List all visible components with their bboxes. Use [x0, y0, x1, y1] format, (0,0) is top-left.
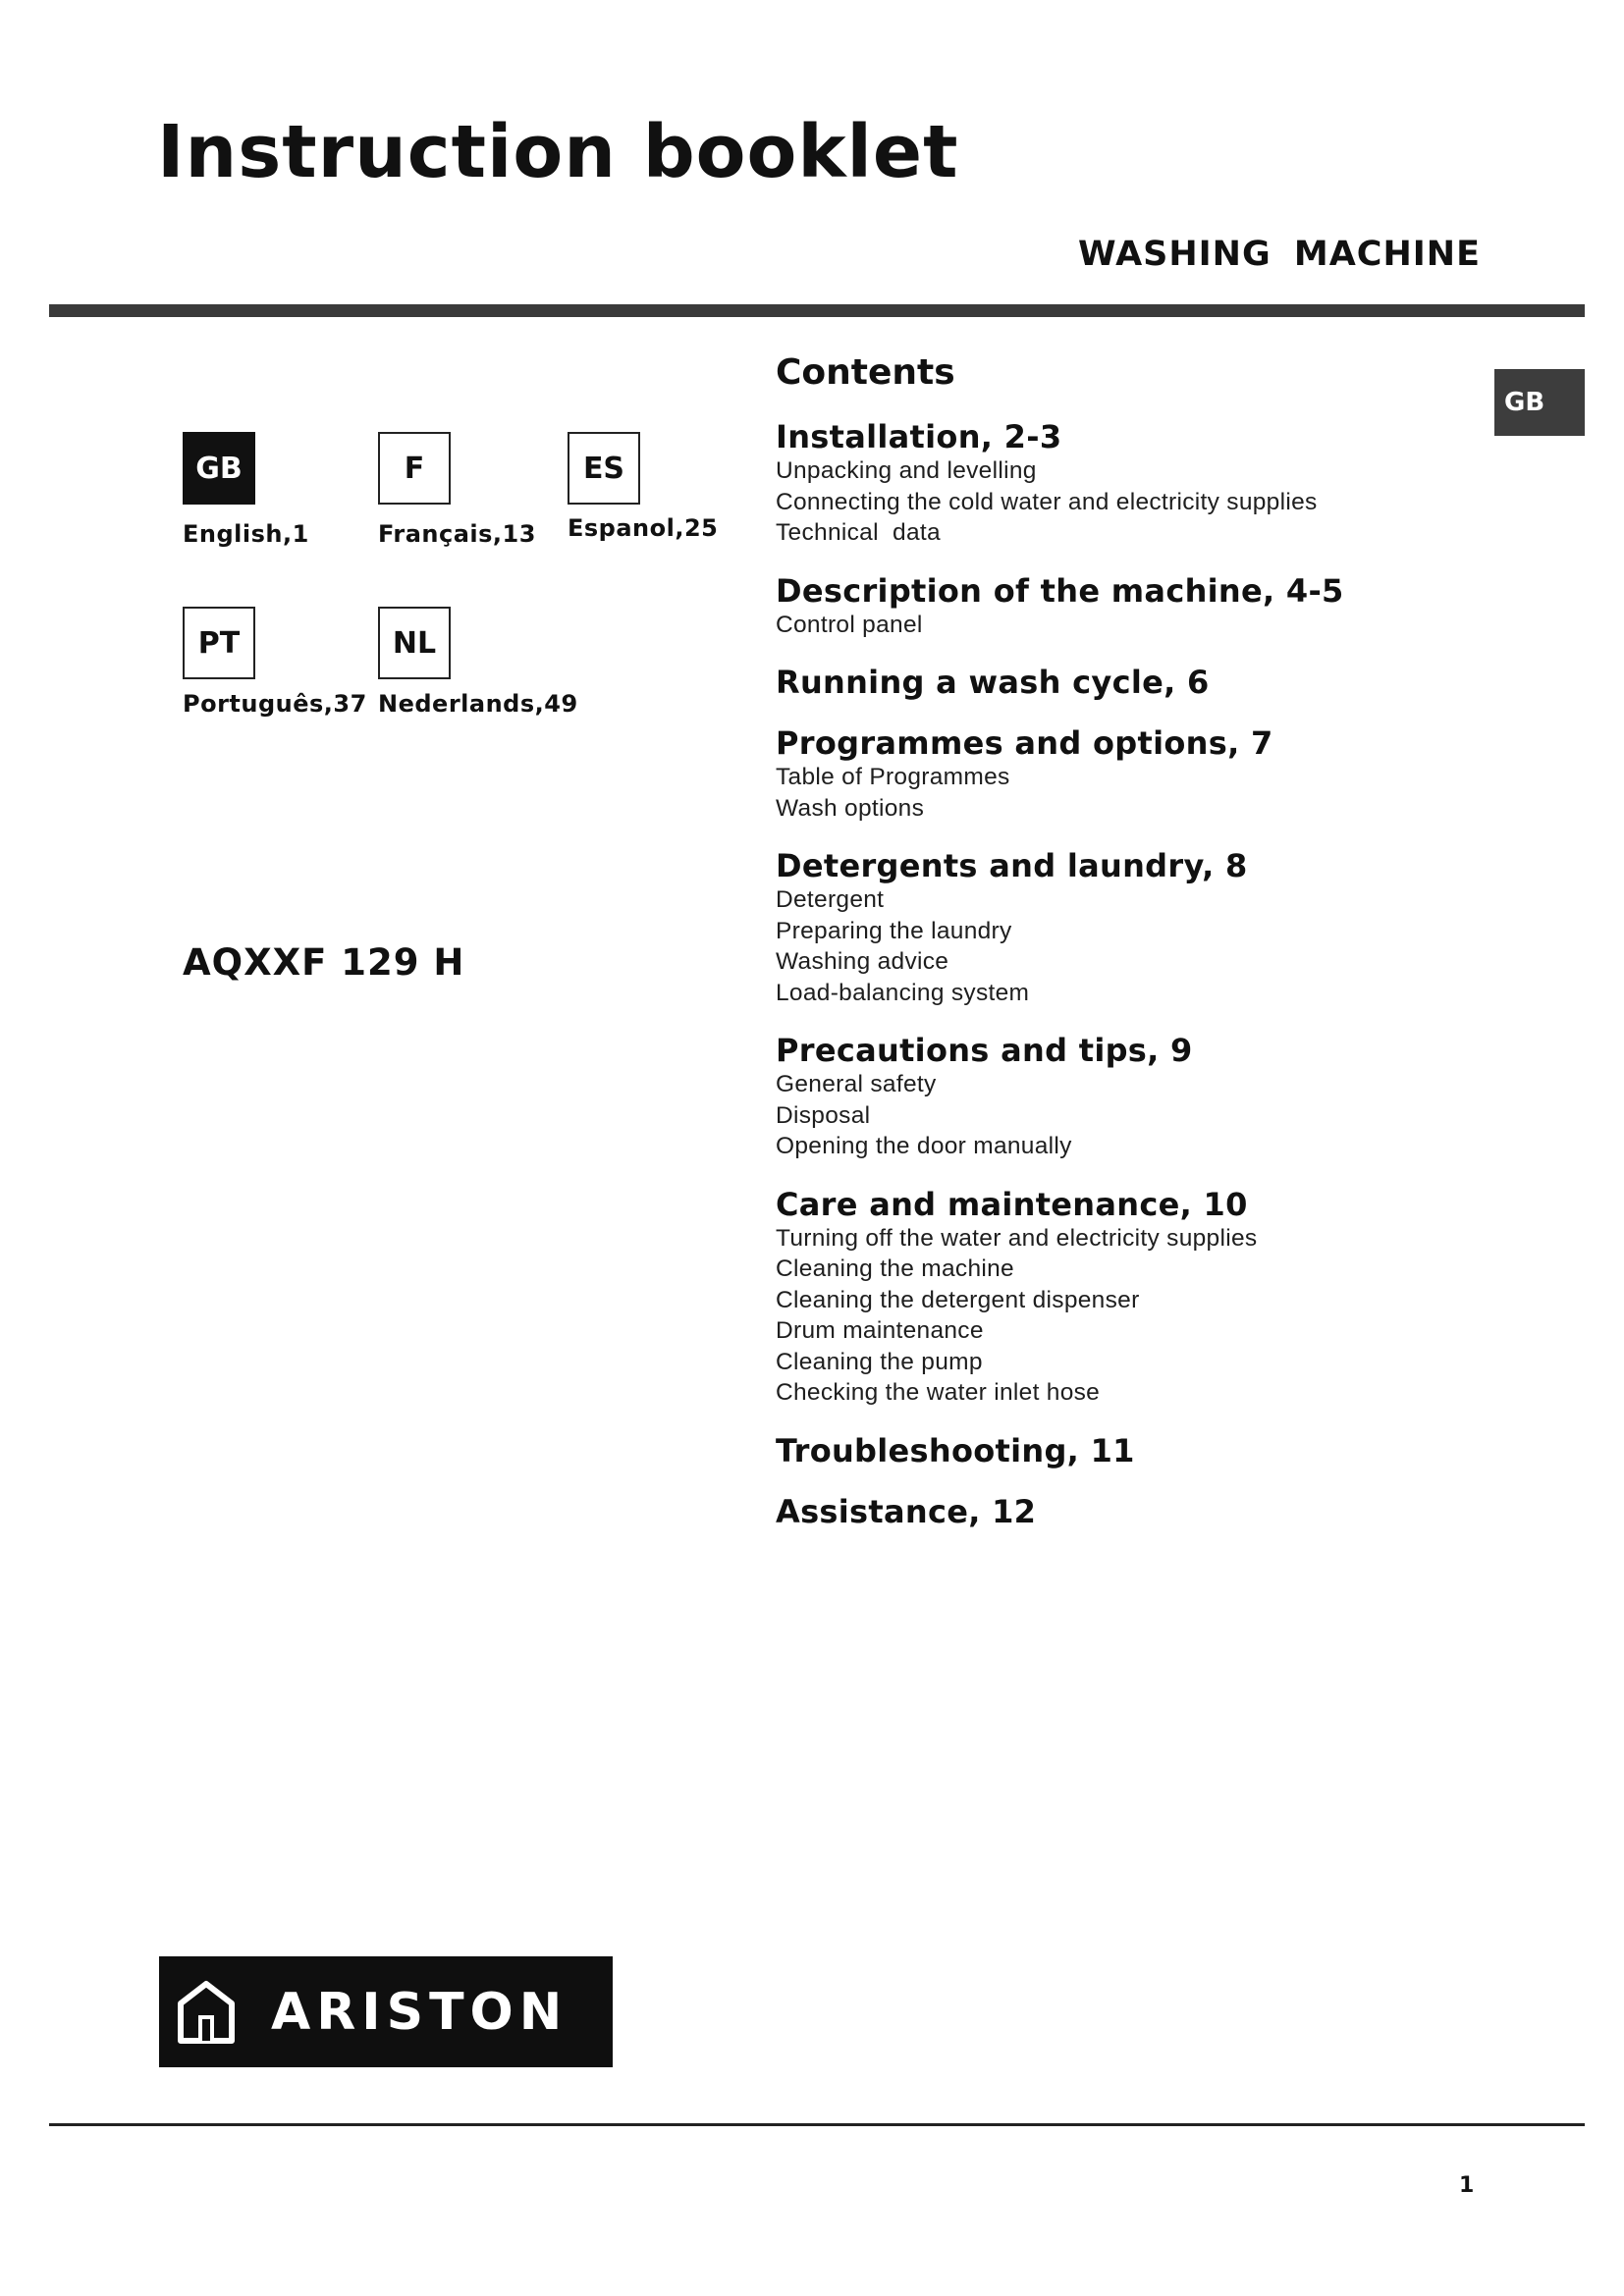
- toc-item[interactable]: Turning off the water and electricity supplies: [776, 1224, 1258, 1252]
- language-label-portuguese[interactable]: Português,37: [183, 690, 367, 718]
- toc-item[interactable]: Disposal: [776, 1101, 871, 1129]
- toc-section-precautions: [776, 1032, 1522, 1162]
- brand-name: ARISTON: [271, 1982, 568, 2042]
- language-code-gb[interactable]: GB: [183, 432, 255, 505]
- toc-section-title[interactable]: Troubleshooting, 11: [776, 1431, 1135, 1469]
- language-code-nl[interactable]: NL: [378, 607, 451, 679]
- toc-item[interactable]: General safety: [776, 1071, 937, 1097]
- toc-item[interactable]: Washing advice: [776, 948, 949, 975]
- product-type: WASHING MACHINE: [1078, 235, 1481, 274]
- toc-section-description: [776, 572, 1522, 641]
- toc-section-title[interactable]: Care and maintenance, 10: [776, 1185, 1248, 1223]
- model-number: AQXXF 129 H: [183, 941, 465, 984]
- header-divider: [49, 304, 1585, 317]
- toc-item[interactable]: Opening the door manually: [776, 1133, 1072, 1159]
- toc-section-assistance: [776, 1493, 1522, 1530]
- toc-section-title[interactable]: Description of the machine, 4-5: [776, 571, 1344, 610]
- toc-item[interactable]: Detergent: [776, 886, 885, 913]
- toc-item[interactable]: Drum maintenance: [776, 1317, 984, 1344]
- footer-divider: [49, 2123, 1585, 2126]
- toc-section-detergents: [776, 847, 1522, 1008]
- language-label-english[interactable]: English,1: [183, 520, 309, 548]
- language-label-spanish[interactable]: Espanol,25: [568, 514, 719, 542]
- ariston-logo: [159, 1956, 613, 2067]
- toc-item[interactable]: Table of Programmes: [776, 764, 1010, 790]
- toc-section-running-wash-cycle: [776, 664, 1522, 701]
- booklet-title: Instruction booklet: [157, 110, 959, 194]
- toc-section-title[interactable]: Precautions and tips, 9: [776, 1032, 1193, 1069]
- toc-section-programmes: [776, 724, 1522, 824]
- language-side-tab: GB: [1494, 369, 1585, 436]
- toc-section-title[interactable]: Programmes and options, 7: [776, 724, 1273, 762]
- language-code-es[interactable]: ES: [568, 432, 640, 505]
- toc-section-title[interactable]: Running a wash cycle, 6: [776, 664, 1210, 701]
- house-logo-icon: [177, 1980, 236, 2045]
- toc-item[interactable]: Cleaning the machine: [776, 1255, 1014, 1282]
- toc-section-installation: [776, 418, 1522, 549]
- toc-section-title[interactable]: Assistance, 12: [776, 1492, 1037, 1530]
- toc-section-title[interactable]: Installation, 2-3: [776, 418, 1062, 455]
- toc-item[interactable]: Cleaning the detergent dispenser: [776, 1286, 1140, 1313]
- language-code-pt[interactable]: PT: [183, 607, 255, 679]
- toc-item[interactable]: Checking the water inlet hose: [776, 1379, 1101, 1406]
- toc-item[interactable]: Connecting the cold water and electricity supplies: [776, 488, 1318, 515]
- toc-item[interactable]: Wash options: [776, 794, 925, 822]
- table-of-contents: [776, 352, 1522, 1554]
- toc-item[interactable]: Unpacking and levelling: [776, 457, 1037, 484]
- language-label-dutch[interactable]: Nederlands,49: [378, 690, 578, 718]
- toc-section-troubleshooting: [776, 1432, 1522, 1469]
- language-code-f[interactable]: F: [378, 432, 451, 505]
- page-number: 1: [1459, 2173, 1475, 2198]
- toc-item[interactable]: Load-balancing system: [776, 979, 1030, 1006]
- toc-section-title[interactable]: Detergents and laundry, 8: [776, 847, 1248, 884]
- toc-item[interactable]: Technical data: [776, 519, 941, 546]
- toc-section-care: [776, 1186, 1522, 1409]
- language-label-french[interactable]: Français,13: [378, 520, 536, 548]
- contents-title: Contents: [776, 352, 955, 393]
- toc-item[interactable]: Preparing the laundry: [776, 917, 1012, 944]
- toc-item[interactable]: Cleaning the pump: [776, 1348, 983, 1375]
- toc-item[interactable]: Control panel: [776, 611, 923, 638]
